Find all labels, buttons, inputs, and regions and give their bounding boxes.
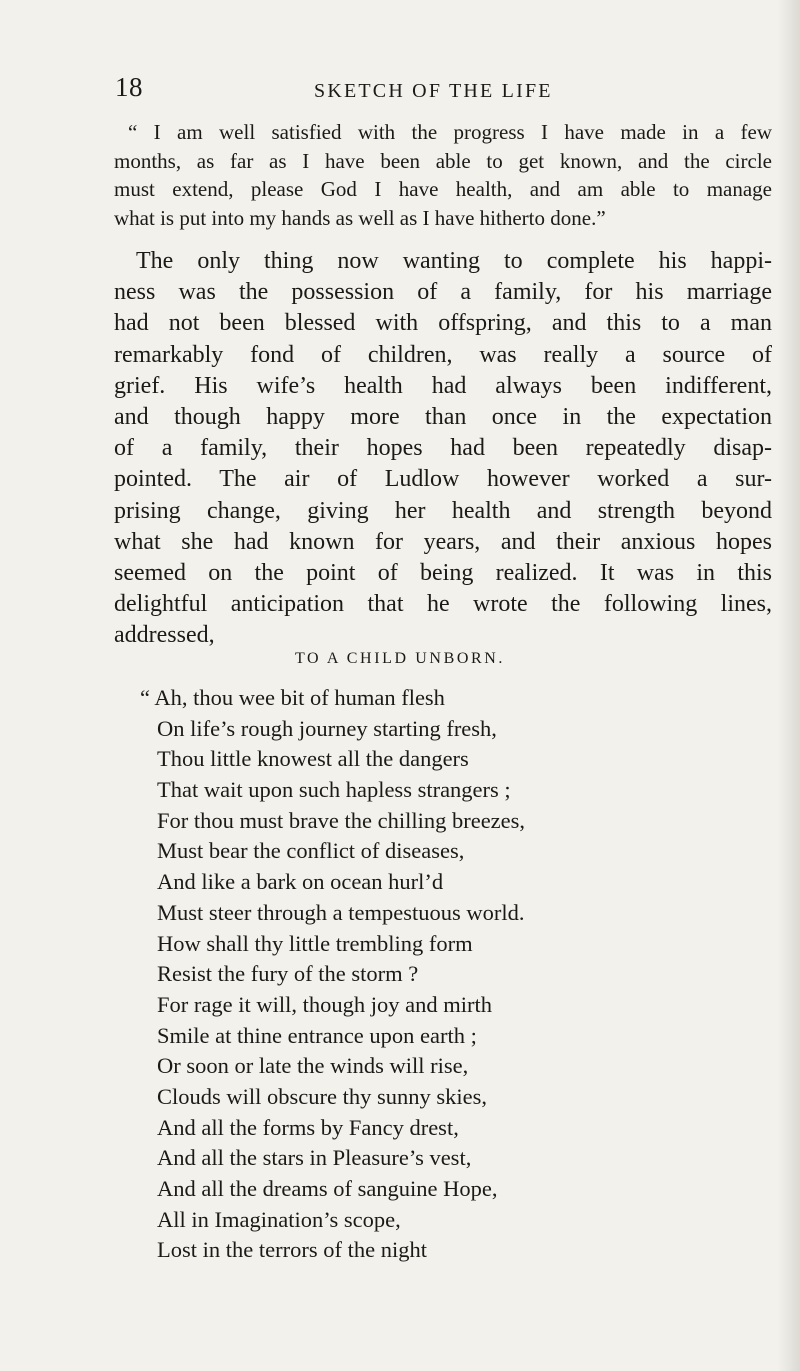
poem-line: Must steer through a tempestuous world. xyxy=(157,899,525,925)
quote-line: what is put into my hands as well as I have hitherto done.” xyxy=(114,205,606,230)
page-header xyxy=(0,0,800,110)
poem-line: And all the dreams of sanguine Hope, xyxy=(157,1176,498,1201)
poem-line: And like a bark on ocean hurl’d xyxy=(157,869,444,895)
poem-line: Smile at thine entrance upon earth ; xyxy=(157,1022,477,1048)
poem-line: How shall thy little trembling form xyxy=(157,930,473,956)
body-line: what she had known for years, and their anxious hopes xyxy=(114,528,772,555)
poem-line: And all the forms by Fancy drest, xyxy=(157,1114,459,1140)
poem-line: On life’s rough journey starting fresh, xyxy=(157,715,497,741)
body-line: of a family, their hopes had been repeatedly disap- xyxy=(114,435,772,462)
page-edge-shadow xyxy=(778,0,800,1371)
body-line: had not been blessed with offspring, and this to a man xyxy=(114,310,772,337)
poem-line: All in Imagination’s scope, xyxy=(157,1206,401,1232)
poem-line: Lost in the terrors of the night xyxy=(157,1237,427,1263)
body-line: prising change, giving her health and strength beyond xyxy=(114,497,772,524)
body-line: and though happy more than once in the expectation xyxy=(114,403,772,430)
letter-quote xyxy=(114,118,772,232)
poem-line: “ Ah, thou wee bit of human flesh xyxy=(140,685,445,710)
body-line: pointed. The air of Ludlow however worked a sur- xyxy=(114,466,772,493)
poem xyxy=(140,683,740,1266)
quote-line: months, as far as I have been able to get known, and the circle xyxy=(114,148,772,173)
poem-title: TO A CHILD UNBORN. xyxy=(294,650,506,667)
body-line: delightful anticipation that he wrote the following lines, xyxy=(114,591,772,618)
body-line: grief. His wife’s health had always been indifferent, xyxy=(114,372,772,399)
body-line: The only thing now wanting to complete his happi- xyxy=(136,248,772,274)
poem-line: Thou little knowest all the dangers xyxy=(157,746,469,772)
poem-line: For rage it will, though joy and mirth xyxy=(157,991,492,1017)
quote-line: must extend, please God I have health, and am able to manage xyxy=(114,177,772,201)
poem-line: Or soon or late the winds will rise, xyxy=(157,1053,469,1079)
poem-line: And all the stars in Pleasure’s vest, xyxy=(157,1145,472,1171)
body-line: remarkably fond of children, was really a source of xyxy=(114,341,772,368)
body-line: ness was the possession of a family, for his marriage xyxy=(114,279,772,306)
poem-line: That wait upon such hapless strangers ; xyxy=(157,777,511,803)
prose-block xyxy=(114,118,772,651)
poem-line: Must bear the conflict of diseases, xyxy=(157,838,465,864)
poem-line: Clouds will obscure thy sunny skies, xyxy=(157,1083,487,1109)
body-line: seemed on the point of being realized. It was in this xyxy=(114,559,772,586)
poem-line: For thou must brave the chilling breezes, xyxy=(157,807,526,833)
body-line: addressed, xyxy=(114,622,215,649)
poem-line: Resist the fury of the storm ? xyxy=(157,961,419,987)
quote-line: “ I am well satisfied with the progress I have made in a few xyxy=(128,120,772,144)
page-number: 18 xyxy=(115,72,143,102)
body-paragraph xyxy=(114,246,772,651)
running-head: SKETCH OF THE LIFE xyxy=(314,80,553,102)
